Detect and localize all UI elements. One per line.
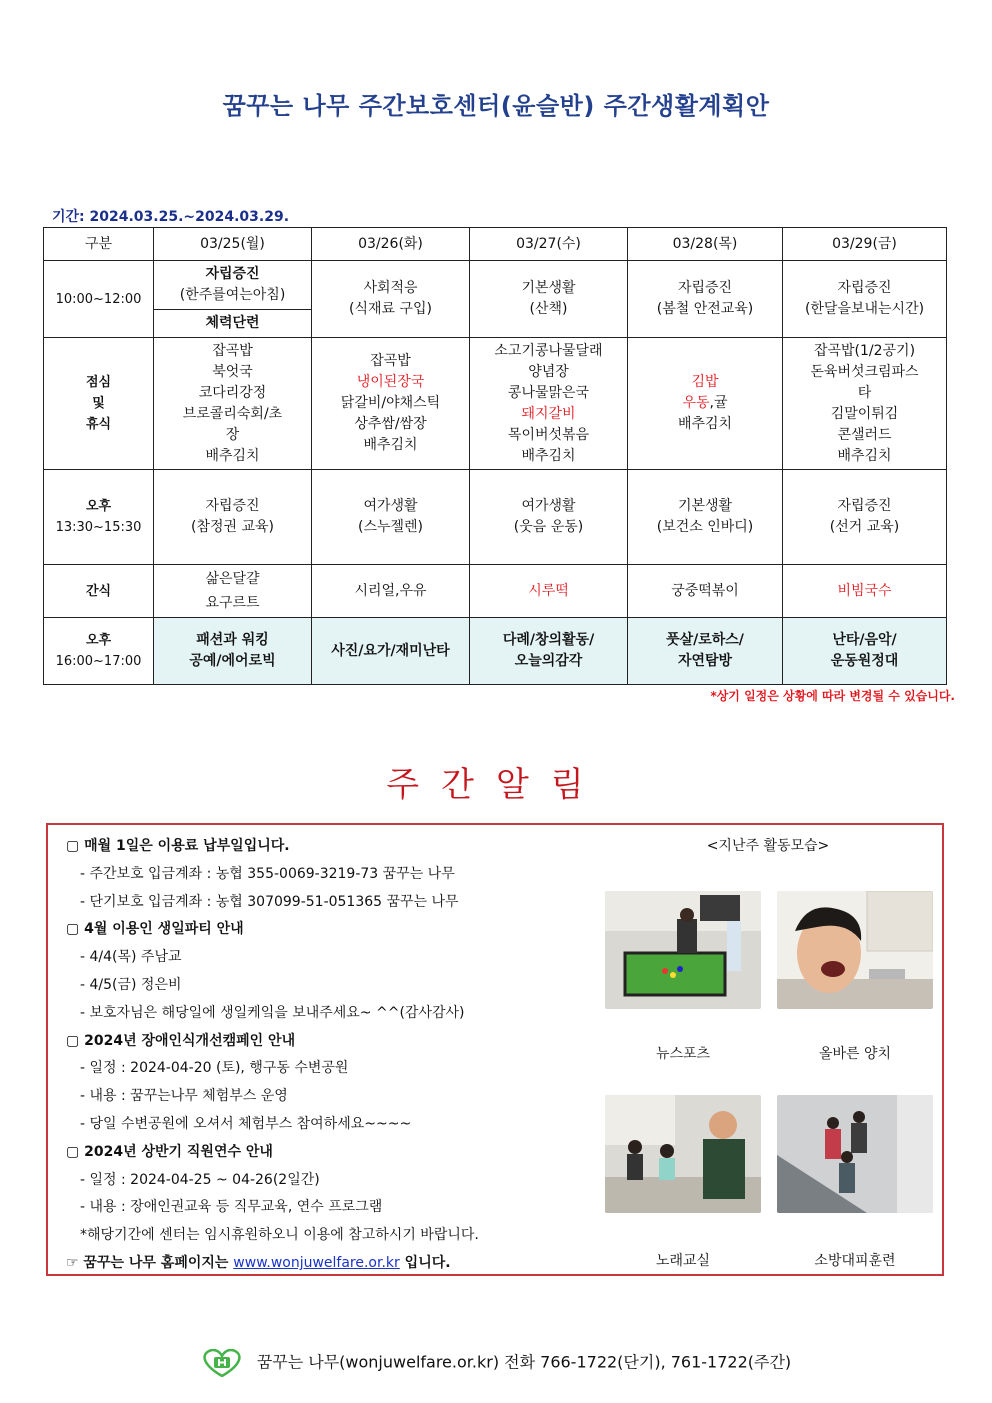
afternoon2-wed [470, 618, 628, 685]
cell-line: 사회적응 [363, 280, 418, 296]
cell-line: (봄철 안전교육) [656, 301, 754, 317]
cell-line: 운동원정대 [830, 653, 899, 669]
menu-item: 콘샐러드 [837, 426, 892, 443]
cell-line: 오늘의감각 [514, 653, 583, 669]
notice-item: - 단기보호 입금계좌 : 농협 307099-51-051365 꿈꾸는 나무 [80, 893, 459, 910]
menu-item: 냉이된장국 [356, 374, 425, 390]
menu-item: 양념장 [528, 363, 569, 380]
afternoon1-mon [154, 470, 312, 565]
photo-caption-singing: 노래교실 [655, 1253, 711, 1269]
afternoon1-fri [783, 470, 947, 565]
morning-mon [154, 261, 312, 338]
menu-item: 김말이튀김 [830, 405, 899, 422]
morning-fri [783, 261, 947, 338]
day-header-tue: 03/26(화) [312, 228, 470, 261]
notice-item: - 일정 : 2024-04-20 (토), 행구동 수변공원 [80, 1060, 349, 1077]
afternoon1-row [44, 470, 947, 565]
afternoon2-thu [628, 618, 783, 685]
menu-item: 잡곡밥(1/2공기) [813, 342, 916, 359]
cell-line: 오후 [85, 499, 112, 514]
lunch-label [44, 338, 154, 470]
photo-fire-drill [777, 1095, 933, 1213]
menu-item: 돈육버섯크림파스 [810, 363, 919, 380]
notice-item: - 4/4(목) 주남교 [80, 949, 182, 966]
page-title: 꿈꾸는 나무 주간보호센터(윤슬반) 주간생활계획안 [222, 92, 770, 120]
menu-item: 배추김치 [205, 447, 260, 464]
lunch-mon [154, 338, 312, 470]
photo-brushing-teeth [777, 891, 933, 1009]
cell-line: 공예/에어로빅 [189, 653, 276, 669]
menu-item: 장 [225, 426, 240, 443]
photo-news-sports [605, 891, 761, 1009]
notice-item: - 내용 : 꿈꾸는나무 체험부스 운영 [80, 1088, 288, 1105]
lunch-wed [470, 338, 628, 470]
notice-item: - 당일 수변공원에 오셔서 체험부스 참여하세요~~~~ [80, 1115, 412, 1132]
morning-thu [628, 261, 783, 338]
menu-item: 콩나물맑은국 [507, 384, 590, 401]
cell-line: (웃음 운동) [513, 519, 584, 535]
notice-heading: ▢ 매월 1일은 이용료 납부일입니다. [66, 838, 290, 854]
afternoon2-mon [154, 618, 312, 685]
menu-item: 북엇국 [212, 363, 253, 380]
notice-title: 주간알림 [386, 765, 606, 805]
homepage-suffix: 입니다. [399, 1254, 451, 1271]
notice-item: - 주간보호 입금계좌 : 농협 355-0069-3219-73 꿈꾸는 나무 [80, 865, 455, 882]
cell-line: 요구르트 [205, 595, 260, 611]
day-header-thu: 03/28(목) [628, 228, 783, 261]
cell-line: 여가생활 [521, 498, 576, 514]
menu-item: 잡곡밥 [370, 353, 411, 369]
homepage-prefix: ☞ 꿈꾸는 나무 홈페이지는 [66, 1254, 234, 1271]
afternoon1-wed [470, 470, 628, 565]
notice-item: - 내용 : 장애인권교육 등 직무교육, 연수 프로그램 [80, 1199, 383, 1216]
lunch-row [44, 338, 947, 470]
snack-fri: 비빔국수 [783, 565, 947, 618]
photo-caption-fire-drill: 소방대피훈련 [814, 1253, 896, 1269]
snack-mon [154, 565, 312, 618]
morning-tue [312, 261, 470, 338]
cell-line: 자립증진 [205, 498, 260, 514]
cell-line: 여가생활 [363, 498, 418, 514]
notice-item: - 4/5(금) 정은비 [80, 976, 182, 993]
menu-item-udon: 우동 [682, 395, 710, 411]
menu-item: 배추김치 [837, 447, 892, 464]
photo-caption-brushing: 올바른 양치 [818, 1046, 892, 1062]
cell-line: 휴식 [85, 417, 112, 432]
menu-item: 잡곡밥 [212, 342, 253, 359]
lunch-thu [628, 338, 783, 470]
notice-lines [66, 833, 606, 1278]
menu-item: 닭갈비/야채스틱 [340, 395, 441, 411]
homepage-line [66, 1250, 606, 1278]
cell-line: 다례/창의활동/ [502, 632, 595, 648]
morning-label: 10:00~12:00 [44, 261, 154, 338]
cell-line: (선거 교육) [829, 519, 900, 535]
menu-item: 브로콜리숙회/초 [182, 405, 283, 422]
menu-item: 배추김치 [363, 437, 418, 453]
footer-contact: 꿈꾸는 나무(wonjuwelfare.or.kr) 전화 766-1722(단기), 761-1722(주간) [256, 1352, 792, 1372]
menu-item: 코다리강정 [198, 384, 267, 401]
gallery-caption: <지난주 활동모습> [706, 838, 830, 854]
cell-line: (한달을보내는시간) [804, 301, 925, 317]
afternoon1-thu [628, 470, 783, 565]
photo-caption-news-sports: 뉴스포츠 [655, 1046, 711, 1062]
menu-item: 돼지갈비 [521, 405, 576, 422]
schedule-change-note: *상기 일정은 상황에 따라 변경될 수 있습니다. [710, 689, 955, 703]
period-label: 기간: 2024.03.25.~2024.03.29. [52, 209, 290, 225]
cell-line: 자연탐방 [677, 653, 733, 669]
notice-heading: ▢ 2024년 장애인식개선캠페인 안내 [66, 1032, 296, 1049]
menu-item: 배추김치 [521, 447, 576, 464]
heart-logo-icon [201, 1349, 243, 1377]
lunch-fri [783, 338, 947, 470]
footer [0, 1349, 992, 1377]
snack-label-text: 간식 [85, 583, 112, 599]
notice-box [46, 823, 944, 1276]
cell-line: 난타/음악/ [832, 632, 897, 648]
cell-line: 자립증진 [837, 280, 892, 296]
morning-wed [470, 261, 628, 338]
cell-line: (스누젤렌) [357, 519, 424, 535]
menu-item: 배추김치 [677, 416, 733, 432]
afternoon2-tue: 사진/요가/재미난타 [312, 618, 470, 685]
photo-singing-class [605, 1095, 761, 1213]
snack-thu: 궁중떡볶이 [628, 565, 783, 618]
menu-item: 타 [857, 384, 872, 401]
afternoon2-label [44, 618, 154, 685]
menu-item: 소고기콩나물달래 [494, 342, 603, 359]
cell-line: (식재료 구입) [349, 301, 432, 317]
weekly-schedule-table [43, 227, 947, 685]
day-header-mon: 03/25(월) [154, 228, 312, 261]
snack-wed: 시루떡 [470, 565, 628, 618]
menu-item-tangerine: ,귤 [709, 395, 728, 411]
cell-line: (산책) [529, 301, 568, 317]
cell-line: 점심 [85, 375, 112, 390]
morning-mon-sub: (한주를여는아침) [179, 287, 286, 303]
afternoon1-label [44, 470, 154, 565]
notice-heading: ▢ 2024년 상반기 직원연수 안내 [66, 1143, 273, 1160]
cell-line: 16:00~17:00 [55, 654, 142, 669]
cell-line: 13:30~15:30 [55, 520, 142, 535]
day-header-fri: 03/29(금) [783, 228, 947, 261]
header-row [44, 228, 947, 261]
snack-row [44, 565, 947, 618]
cell-line: (보건소 인바디) [656, 519, 754, 535]
notice-heading: ▢ 4월 이용인 생일파티 안내 [66, 921, 244, 938]
menu-item: 김밥 [691, 374, 719, 390]
notice-item: - 일정 : 2024-04-25 ~ 04-26(2일간) [80, 1171, 320, 1188]
cell-line: 자립증진 [837, 498, 892, 514]
notice-item: - 보호자님은 해당일에 생일케잌을 보내주세요~ ^^(감사감사) [80, 1004, 465, 1021]
cell-line: (참정권 교육) [191, 519, 274, 535]
menu-item: 상추쌈/쌈장 [354, 416, 427, 432]
morning-mon-bottom: 체력단련 [205, 315, 260, 331]
cell-line: 삶은달걀 [205, 571, 260, 587]
snack-label [44, 565, 154, 618]
day-header-wed: 03/27(수) [470, 228, 628, 261]
lunch-tue [312, 338, 470, 470]
afternoon2-row [44, 618, 947, 685]
cell-line: 기본생활 [521, 280, 576, 296]
cell-line: 패션과 워킹 [196, 632, 269, 648]
menu-item [631, 393, 779, 414]
corner-header: 구분 [44, 228, 154, 261]
snack-tue: 시리얼,우유 [312, 565, 470, 618]
notice-item: *해당기간에 센터는 임시휴원하오니 이용에 참고하시기 바랍니다. [80, 1227, 479, 1244]
cell-line: 기본생활 [677, 498, 733, 514]
afternoon1-tue [312, 470, 470, 565]
cell-line: 풋살/로하스/ [666, 632, 744, 648]
cell-line: 및 [92, 396, 105, 411]
morning-mon-title: 자립증진 [205, 266, 260, 282]
cell-line: 자립증진 [677, 280, 733, 296]
cell-line: 오후 [85, 633, 112, 648]
morning-row [44, 261, 947, 338]
homepage-link[interactable]: www.wonjuwelfare.or.kr [233, 1254, 400, 1271]
menu-item: 목이버섯볶음 [507, 426, 590, 443]
afternoon2-fri [783, 618, 947, 685]
